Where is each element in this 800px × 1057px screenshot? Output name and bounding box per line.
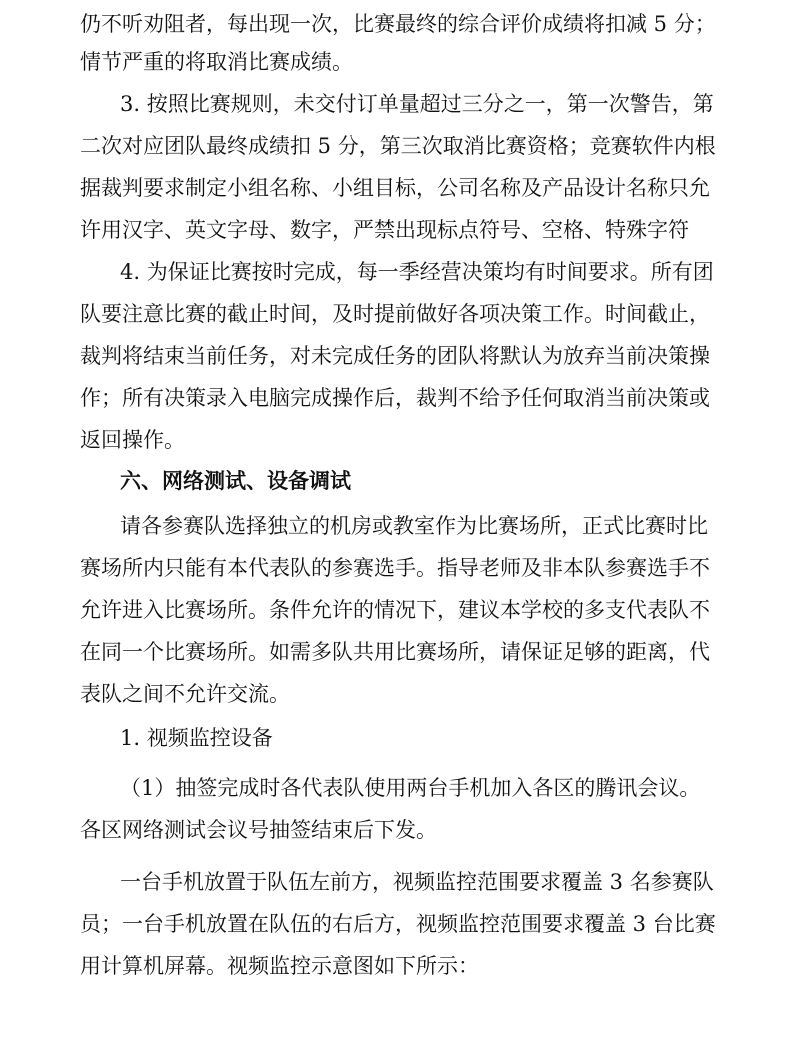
text-line-3: 3. 按照比赛规则，未交付订单量超过三分之一，第一次警告，第 <box>120 92 714 116</box>
section-heading: 六、网络测试、设备调试 <box>120 469 351 493</box>
text-line-9: 裁判将结束当前任务，对未完成任务的团队将默认为放弃当前决策操 <box>80 344 710 368</box>
text-line-8: 队要注意比赛的截止时间，及时提前做好各项决策工作。时间截止， <box>80 302 710 326</box>
text-line-22: 员；一台手机放置在队伍的右后方，视频监控范围要求覆盖 3 台比赛 <box>80 912 716 936</box>
text-line-23: 用计算机屏幕。视频监控示意图如下所示： <box>80 954 479 978</box>
text-line-5: 据裁判要求制定小组名称、小组目标，公司名称及产品设计名称只允 <box>80 176 710 200</box>
text-line-19: （1）抽签完成时各代表队使用两台手机加入各区的腾讯会议。 <box>120 776 701 800</box>
text-line-1: 仍不听劝阻者，每出现一次，比赛最终的综合评价成绩将扣减 5 分； <box>80 12 716 36</box>
text-line-4: 二次对应团队最终成绩扣 5 分，第三次取消比赛资格；竞赛软件内根 <box>80 134 716 158</box>
text-line-14: 赛场所内只能有本代表队的参赛选手。指导老师及非本队参赛选手不 <box>80 556 710 580</box>
text-line-2: 情节严重的将取消比赛成绩。 <box>80 50 353 74</box>
text-line-21: 一台手机放置于队伍左前方，视频监控范围要求覆盖 3 名参赛队 <box>120 870 714 894</box>
text-line-13: 请各参赛队选择独立的机房或教室作为比赛场所，正式比赛时比 <box>120 514 708 538</box>
text-line-10: 作；所有决策录入电脑完成操作后，裁判不给予任何取消当前决策或 <box>80 386 710 410</box>
text-line-16: 在同一个比赛场所。如需多队共用比赛场所，请保证足够的距离，代 <box>80 640 710 664</box>
text-line-17: 表队之间不允许交流。 <box>80 682 290 706</box>
text-line-11: 返回操作。 <box>80 428 185 452</box>
text-line-7: 4. 为保证比赛按时完成，每一季经营决策均有时间要求。所有团 <box>120 260 714 284</box>
text-line-15: 允许进入比赛场所。条件允许的情况下，建议本学校的多支代表队不 <box>80 598 710 622</box>
text-line-20: 各区网络测试会议号抽签结束后下发。 <box>80 818 437 842</box>
text-line-6: 许用汉字、英文字母、数字，严禁出现标点符号、空格、特殊字符 <box>80 218 689 242</box>
subsection-heading: 1. 视频监控设备 <box>120 726 273 750</box>
